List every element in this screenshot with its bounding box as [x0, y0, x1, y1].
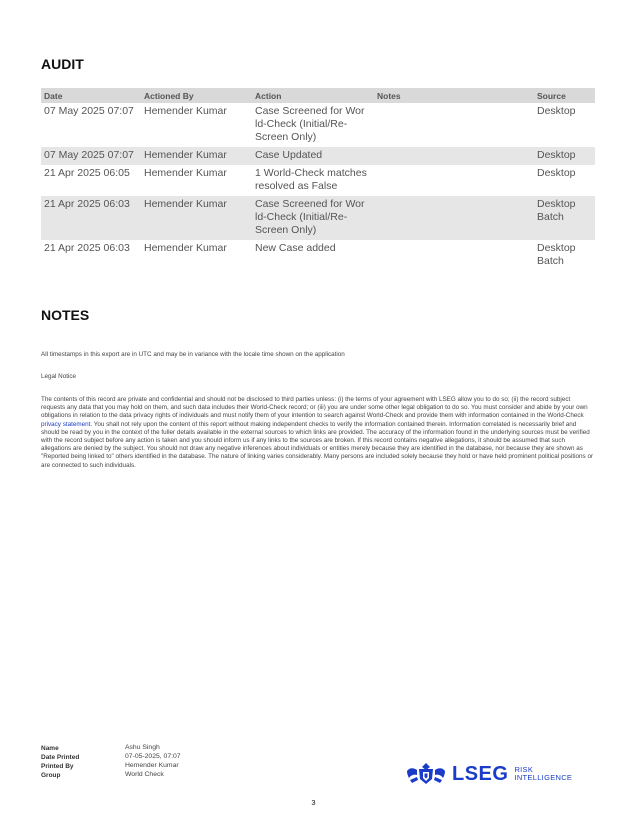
cell-source: Desktop [537, 105, 576, 117]
legal-text-part-2: . You shall not rely upon the content of this report without making independent checks to verify the information contained therein. Information correlated is necessarily brief and should be read by you in the context of the fuller details available in the external sources to which links are provided. The accuracy of the information found in the underlying sources must be verified with the record subject before any action is taken and you should inform us if any links to the sources are broken. If this record contains negative allegations, it should be assumed that such allegations are denied by the subject. You should not draw any negative inferences about individuals or entities merely because they are identified in the database, nor because they are shown as "Reported being linked to" others identified in the database. The nature of linking varies considerably. Many persons are included solely because they hold or have held prominent political positions or are connected to such individuals. [41, 420, 594, 469]
logo-wordmark: LSEG [452, 762, 509, 785]
table-row [41, 165, 595, 196]
cell-source: Desktop Batch [537, 242, 576, 267]
cell-notes [374, 240, 534, 271]
label-date-printed: Date Printed [41, 754, 80, 761]
cell-notes [374, 165, 534, 196]
column-header-notes: Notes [374, 88, 534, 103]
audit-table [41, 88, 595, 271]
cell-action: New Case added [255, 242, 336, 254]
table-row [41, 103, 595, 147]
value-date-printed: 07-05-2025, 07:07 [125, 753, 181, 760]
cell-action: Case Updated [252, 147, 374, 165]
timezone-note: All timestamps in this export are in UTC and may be in variance with the locale time shown on the application [41, 351, 345, 358]
legal-notice-body [41, 396, 596, 470]
column-header-action: Action [252, 88, 374, 103]
audit-heading: AUDIT [41, 56, 84, 72]
cell-notes [374, 196, 534, 240]
value-name: Ashu Singh [125, 744, 160, 751]
cell-actioned-by: Hemender Kumar [144, 167, 227, 179]
cell-actioned-by: Hemender Kumar [144, 242, 227, 254]
label-printed-by: Printed By [41, 763, 74, 770]
audit-header-row [41, 88, 595, 103]
lseg-crest-icon [405, 761, 447, 787]
cell-actioned-by: Hemender Kumar [144, 105, 227, 117]
cell-action: Case Screened for Wor ld-Check (Initial/Re- Screen Only) [255, 105, 365, 143]
cell-action: 1 World-Check matches resolved as False [255, 167, 367, 192]
privacy-statement-link[interactable]: privacy statement [41, 420, 91, 428]
cell-actioned-by: Hemender Kumar [141, 147, 252, 165]
label-name: Name [41, 745, 59, 752]
notes-heading: NOTES [41, 307, 90, 323]
cell-date: 07 May 2025 07:07 [44, 105, 134, 117]
logo-subtitle-line-2: INTELLIGENCE [514, 773, 573, 782]
column-header-source: Source [534, 88, 595, 103]
value-printed-by: Hemender Kumar [125, 762, 179, 769]
logo-subtitle [514, 766, 572, 782]
column-header-date: Date [41, 88, 141, 103]
cell-source: Desktop [537, 167, 576, 179]
table-row [41, 196, 595, 240]
table-row [41, 240, 595, 271]
label-group: Group [41, 772, 61, 779]
cell-notes [374, 103, 534, 147]
lseg-logo [405, 760, 572, 788]
cell-date: 07 May 2025 07:07 [41, 147, 141, 165]
value-group: World Check [125, 771, 164, 778]
print-info-labels [41, 744, 79, 780]
column-header-actioned-by: Actioned By [141, 88, 252, 103]
cell-notes [374, 147, 534, 165]
cell-action: Case Screened for Wor ld-Check (Initial/Re- Screen Only) [252, 196, 374, 240]
legal-notice-heading: Legal Notice [41, 373, 77, 380]
cell-actioned-by: Hemender Kumar [141, 196, 252, 240]
cell-date: 21 Apr 2025 06:03 [44, 242, 130, 254]
cell-source: Desktop Batch [534, 196, 595, 240]
legal-text-part-1: The contents of this record are private and confidential and should not be disclosed to third parties unless: (i) the terms of your agreement with LSEG allow you to do so; (ii) the record subject requests any data that you may hold on them, and such data includes their World-Check record; or (iii) you are under some other legal obligation to do so. You must consider and abide by your own obligations in relation to the data privacy rights of individuals and must notify them of your intention to search against World-Check and provide them with information contained in the World-Check [41, 396, 588, 420]
logo-subtitle-line-1: RISK [514, 765, 534, 774]
cell-source: Desktop [534, 147, 595, 165]
print-info-values [125, 743, 181, 779]
cell-date: 21 Apr 2025 06:03 [41, 196, 141, 240]
table-row [41, 147, 595, 165]
page-number: 3 [311, 798, 316, 807]
cell-date: 21 Apr 2025 06:05 [44, 167, 130, 179]
